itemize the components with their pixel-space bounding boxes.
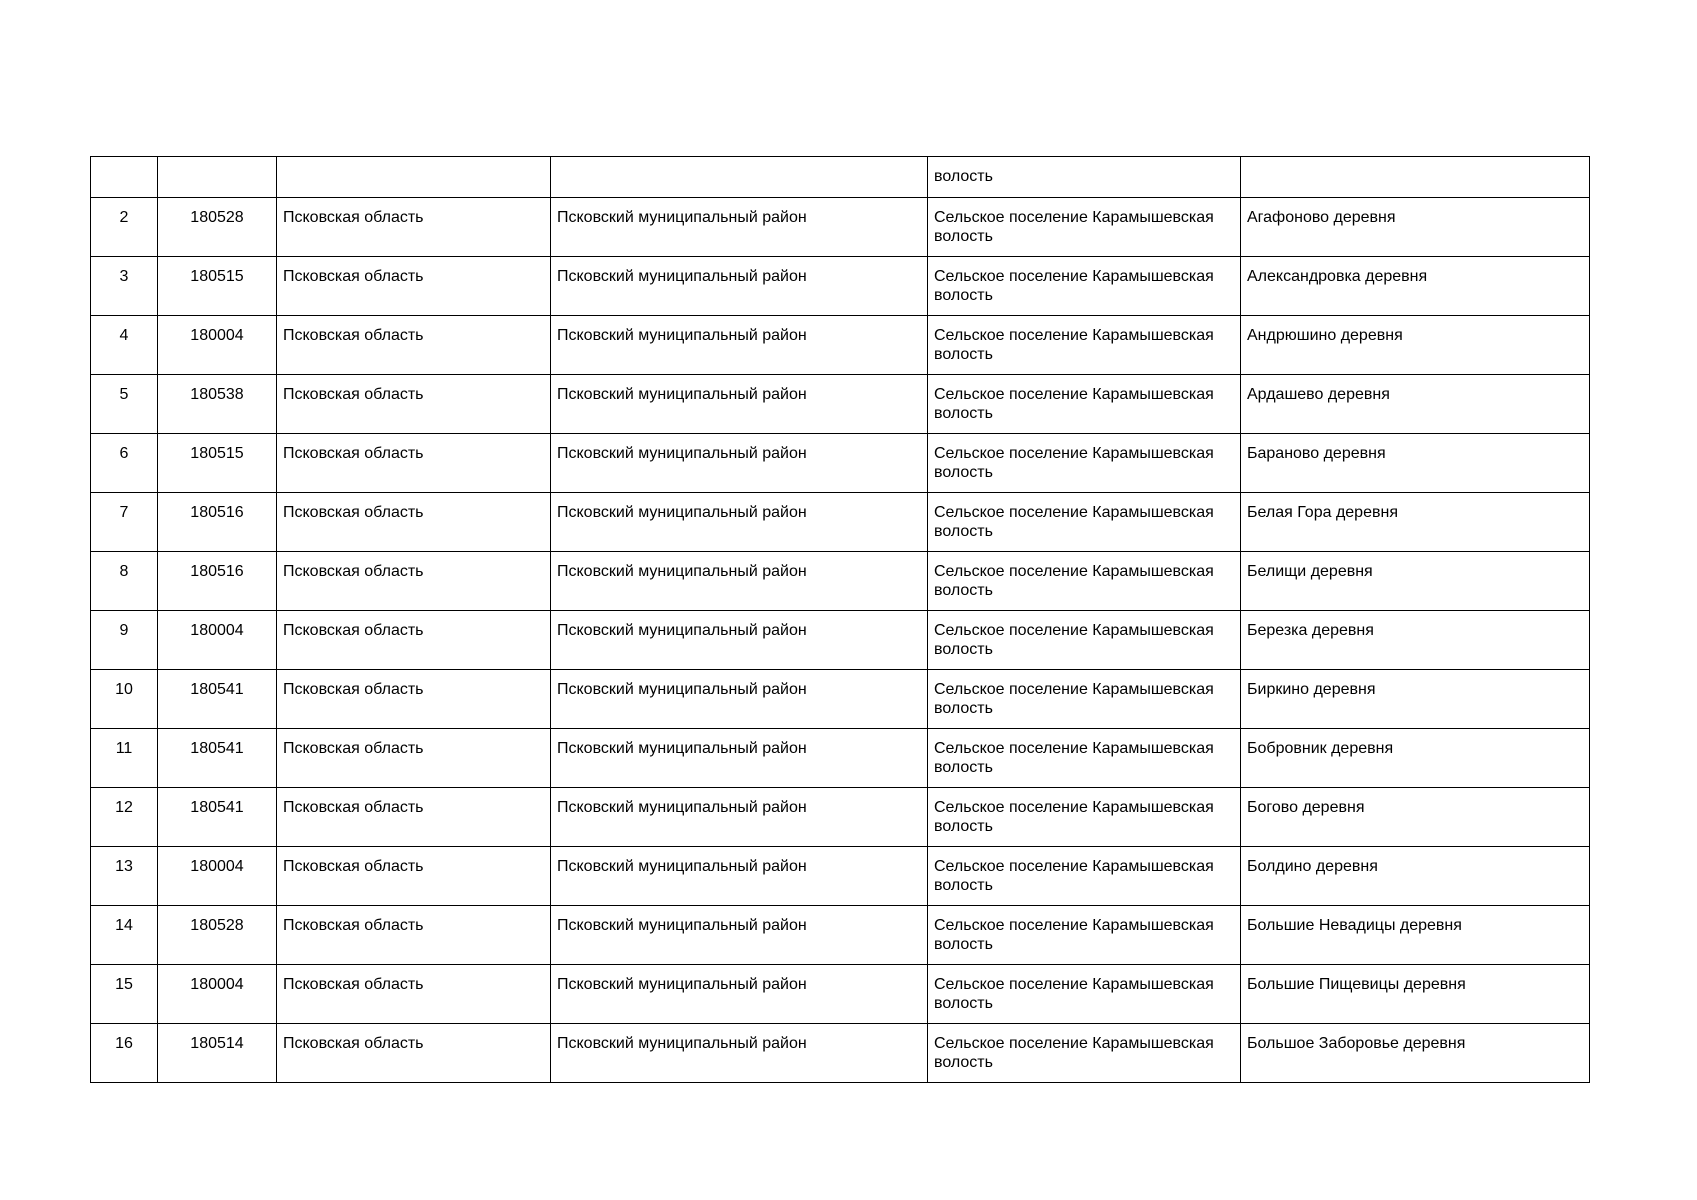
cell-district: Псковский муниципальный район (551, 611, 928, 670)
cell-number: 15 (91, 965, 158, 1024)
cell-postal-code: 180516 (158, 552, 277, 611)
table-row (91, 847, 1590, 906)
cell-number: 16 (91, 1024, 158, 1083)
table-row (91, 316, 1590, 375)
table-row (91, 257, 1590, 316)
cell-region: Псковская область (277, 847, 551, 906)
cell-number: 13 (91, 847, 158, 906)
cell-region: Псковская область (277, 1024, 551, 1083)
table-row (91, 906, 1590, 965)
cell-district: Псковский муниципальный район (551, 316, 928, 375)
table-row (91, 965, 1590, 1024)
cell-district: Псковский муниципальный район (551, 847, 928, 906)
table-row (91, 611, 1590, 670)
cell-number: 10 (91, 670, 158, 729)
cell-number: 12 (91, 788, 158, 847)
cell-region: Псковская область (277, 611, 551, 670)
cell-postal-code: 180515 (158, 257, 277, 316)
cell-postal-code: 180541 (158, 788, 277, 847)
cell-district: Псковский муниципальный район (551, 552, 928, 611)
cell-locality: Ардашево деревня (1241, 375, 1590, 434)
cell-settlement: Сельское поселение Карамышевская волость (928, 729, 1241, 788)
cell-locality: Богово деревня (1241, 788, 1590, 847)
cell-district: Псковский муниципальный район (551, 729, 928, 788)
cell-region: Псковская область (277, 729, 551, 788)
cell-district: Псковский муниципальный район (551, 257, 928, 316)
cell-postal-code: 180004 (158, 316, 277, 375)
cell-postal-code: 180538 (158, 375, 277, 434)
cell-number: 6 (91, 434, 158, 493)
cell-region: Псковская область (277, 257, 551, 316)
cell-number: 14 (91, 906, 158, 965)
cell-settlement: Сельское поселение Карамышевская волость (928, 198, 1241, 257)
cell-postal-code: 180004 (158, 847, 277, 906)
cell-settlement: Сельское поселение Карамышевская волость (928, 375, 1241, 434)
cell-locality (1241, 157, 1590, 198)
cell-settlement: Сельское поселение Карамышевская волость (928, 670, 1241, 729)
cell-settlement: Сельское поселение Карамышевская волость (928, 847, 1241, 906)
cell-locality: Агафоново деревня (1241, 198, 1590, 257)
cell-locality: Большое Заборовье деревня (1241, 1024, 1590, 1083)
cell-settlement: Сельское поселение Карамышевская волость (928, 788, 1241, 847)
cell-number: 8 (91, 552, 158, 611)
settlements-table (90, 156, 1590, 1083)
table-row (91, 493, 1590, 552)
cell-district: Псковский муниципальный район (551, 906, 928, 965)
cell-number: 9 (91, 611, 158, 670)
cell-postal-code: 180541 (158, 670, 277, 729)
cell-region: Псковская область (277, 670, 551, 729)
cell-settlement: Сельское поселение Карамышевская волость (928, 965, 1241, 1024)
cell-district (551, 157, 928, 198)
cell-locality: Биркино деревня (1241, 670, 1590, 729)
cell-district: Псковский муниципальный район (551, 493, 928, 552)
cell-locality: Александровка деревня (1241, 257, 1590, 316)
cell-settlement: Сельское поселение Карамышевская волость (928, 434, 1241, 493)
cell-locality: Большие Невадицы деревня (1241, 906, 1590, 965)
table-body (91, 157, 1590, 1083)
table-row (91, 1024, 1590, 1083)
cell-district: Псковский муниципальный район (551, 965, 928, 1024)
cell-postal-code: 180515 (158, 434, 277, 493)
cell-district: Псковский муниципальный район (551, 670, 928, 729)
table-row (91, 434, 1590, 493)
cell-settlement: Сельское поселение Карамышевская волость (928, 316, 1241, 375)
cell-postal-code: 180004 (158, 611, 277, 670)
cell-locality: Андрюшино деревня (1241, 316, 1590, 375)
table-row (91, 375, 1590, 434)
table-row (91, 670, 1590, 729)
cell-number (91, 157, 158, 198)
cell-settlement: Сельское поселение Карамышевская волость (928, 257, 1241, 316)
cell-number: 4 (91, 316, 158, 375)
table-row (91, 788, 1590, 847)
cell-district: Псковский муниципальный район (551, 1024, 928, 1083)
cell-settlement: волость (928, 157, 1241, 198)
cell-settlement: Сельское поселение Карамышевская волость (928, 906, 1241, 965)
cell-region: Псковская область (277, 198, 551, 257)
table-row (91, 729, 1590, 788)
cell-region: Псковская область (277, 965, 551, 1024)
cell-region (277, 157, 551, 198)
cell-region: Псковская область (277, 493, 551, 552)
cell-region: Псковская область (277, 552, 551, 611)
cell-postal-code: 180528 (158, 906, 277, 965)
table-row (91, 552, 1590, 611)
cell-region: Псковская область (277, 788, 551, 847)
cell-postal-code: 180004 (158, 965, 277, 1024)
cell-number: 7 (91, 493, 158, 552)
cell-settlement: Сельское поселение Карамышевская волость (928, 552, 1241, 611)
cell-postal-code: 180541 (158, 729, 277, 788)
cell-postal-code: 180516 (158, 493, 277, 552)
cell-district: Псковский муниципальный район (551, 198, 928, 257)
cell-region: Псковская область (277, 434, 551, 493)
cell-region: Псковская область (277, 316, 551, 375)
table-row-continuation (91, 157, 1590, 198)
cell-district: Псковский муниципальный район (551, 375, 928, 434)
cell-settlement: Сельское поселение Карамышевская волость (928, 611, 1241, 670)
cell-number: 5 (91, 375, 158, 434)
cell-settlement: Сельское поселение Карамышевская волость (928, 493, 1241, 552)
cell-locality: Болдино деревня (1241, 847, 1590, 906)
cell-number: 3 (91, 257, 158, 316)
cell-region: Псковская область (277, 375, 551, 434)
cell-postal-code: 180528 (158, 198, 277, 257)
cell-locality: Березка деревня (1241, 611, 1590, 670)
cell-postal-code (158, 157, 277, 198)
cell-locality: Белищи деревня (1241, 552, 1590, 611)
cell-region: Псковская область (277, 906, 551, 965)
cell-locality: Белая Гора деревня (1241, 493, 1590, 552)
cell-number: 2 (91, 198, 158, 257)
cell-district: Псковский муниципальный район (551, 788, 928, 847)
table-row (91, 198, 1590, 257)
cell-locality: Большие Пищевицы деревня (1241, 965, 1590, 1024)
cell-locality: Бараново деревня (1241, 434, 1590, 493)
cell-number: 11 (91, 729, 158, 788)
cell-postal-code: 180514 (158, 1024, 277, 1083)
cell-district: Псковский муниципальный район (551, 434, 928, 493)
cell-settlement: Сельское поселение Карамышевская волость (928, 1024, 1241, 1083)
cell-locality: Бобровник деревня (1241, 729, 1590, 788)
